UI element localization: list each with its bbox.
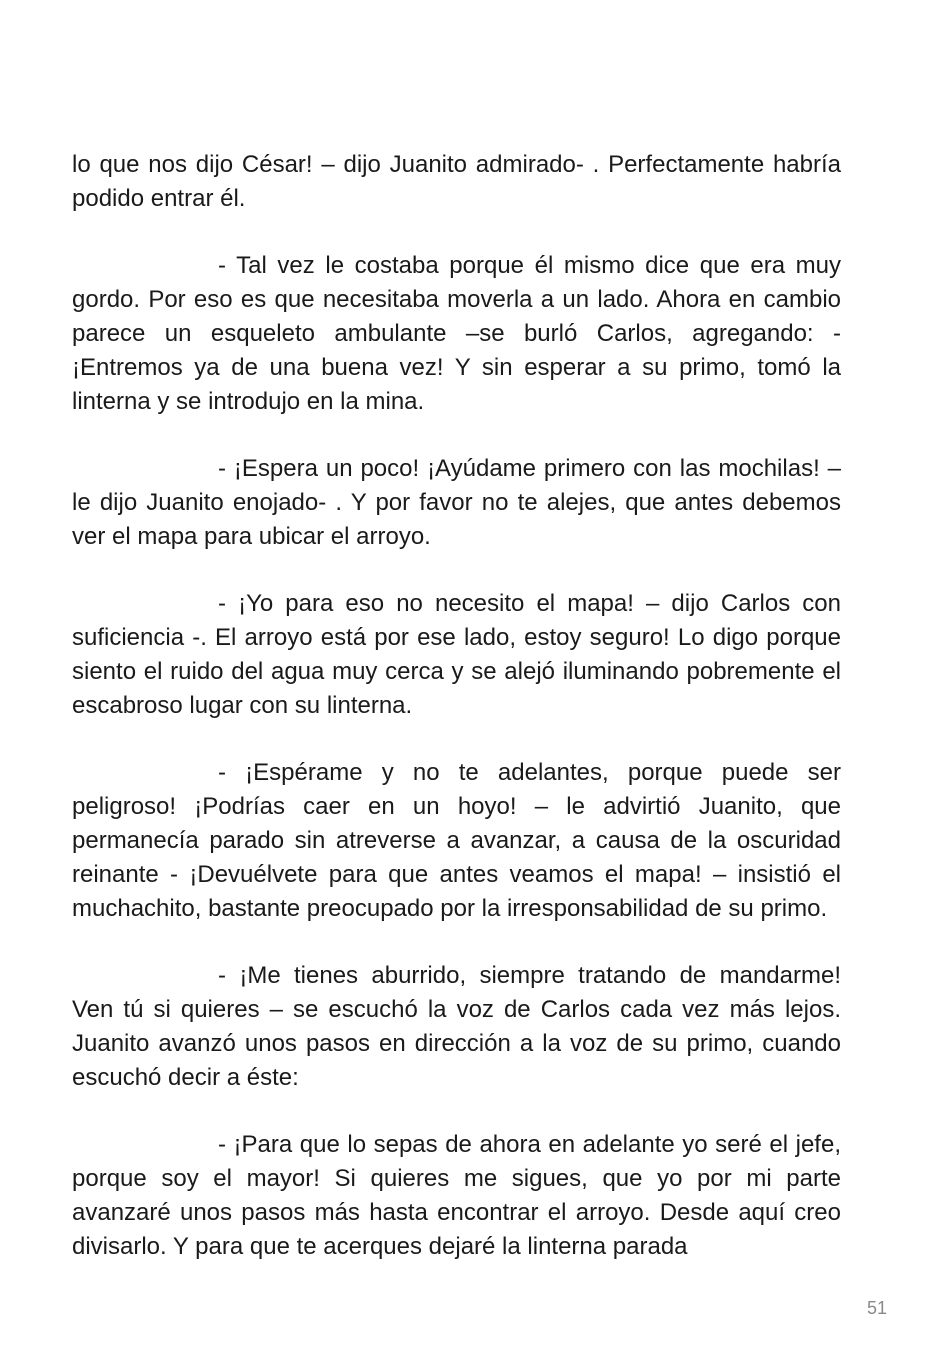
paragraph-3: - ¡Espera un poco! ¡Ayúdame primero con las mochilas! – le dijo Juanito enojado- . Y por favor no te alejes, que antes debemos ver el mapa para ubicar el arroyo. [72,455,841,550]
paragraph-6: - ¡Me tienes aburrido, siempre tratando de mandarme! Ven tú si quieres – se escuchó la voz de Carlos cada vez más lejos. Juanito avanzó unos pasos en dirección a la voz de su primo, cuando escuchó decir a éste: [72,962,841,1091]
body-text [72,148,841,1297]
paragraph-4: - ¡Yo para eso no necesito el mapa! – dijo Carlos con suficiencia -. El arroyo está por ese lado, estoy seguro! Lo digo porque siento el ruido del agua muy cerca y se alejó iluminando pobremente el escabroso lugar con su linterna. [72,590,841,719]
paragraph-2: - Tal vez le costaba porque él mismo dice que era muy gordo. Por eso es que necesitaba moverla a un lado. Ahora en cambio parece un esqueleto ambulante –se burló Carlos, agregando: - ¡Entremos ya de una buena vez! Y sin esperar a su primo, tomó la linterna y se introdujo en la mina. [72,252,841,415]
paragraph-7: - ¡Para que lo sepas de ahora en adelante yo seré el jefe, porque soy el mayor! Si quieres me sigues, que yo por mi parte avanzaré unos pasos más hasta encontrar el arroyo. Desde aquí creo divisarlo. Y para que te acerques dejaré la linterna parada [72,1131,841,1260]
paragraph-1: lo que nos dijo César! – dijo Juanito admirado- . Perfectamente habría podido entrar él. [72,151,841,212]
paragraph-5: - ¡Espérame y no te adelantes, porque puede ser peligroso! ¡Podrías caer en un hoyo! – le advirtió Juanito, que permanecía parado sin atreverse a avanzar, a causa de la oscuridad reinante - ¡Devuélvete para que antes veamos el mapa! – insistió el muchachito, bastante preocupado por la irresponsabilidad de su primo. [72,759,841,922]
page-number: 51 [866,1298,887,1318]
